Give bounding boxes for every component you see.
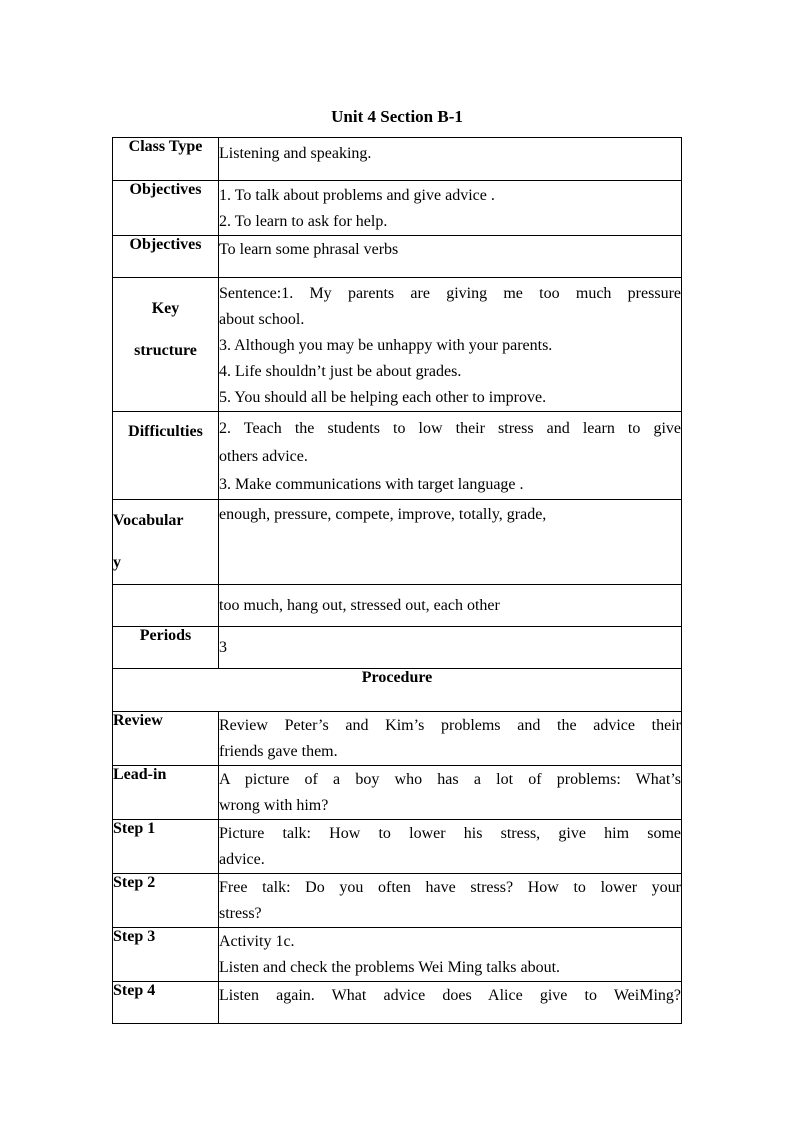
row-key-structure — [113, 278, 682, 412]
step-label-2: Step 2 — [113, 874, 219, 928]
row-step-3 — [113, 928, 682, 982]
row-class-type — [113, 138, 682, 181]
objectives-value-2: To learn some phrasal verbs — [219, 236, 682, 278]
key-structure-line-2: about school. — [219, 311, 305, 328]
row-step-review — [113, 712, 682, 766]
key-structure-line-4: 4. Life shouldn’t just be about grades. — [219, 363, 462, 380]
difficulties-line-1: 2. Teach the students to low their stress and learn to give — [219, 420, 681, 437]
objectives-label-2: Objectives — [113, 236, 219, 278]
periods-value: 3 — [219, 627, 682, 669]
row-difficulties — [113, 412, 682, 500]
row-step-2 — [113, 874, 682, 928]
procedure-heading: Procedure — [113, 669, 682, 712]
key-structure-line-5: 5. You should all be helping each other to improve. — [219, 389, 547, 406]
row-step-lead-in — [113, 766, 682, 820]
class-type-label: Class Type — [113, 138, 219, 181]
row-step-1 — [113, 820, 682, 874]
step-review-line-2: friends gave them. — [219, 743, 338, 760]
vocabulary-value: enough, pressure, compete, improve, totally, grade, — [219, 500, 682, 585]
difficulties-line-3: 3. Make communications with target language . — [219, 476, 524, 493]
row-procedure-heading — [113, 669, 682, 712]
difficulties-line-2: others advice. — [219, 448, 308, 465]
row-step-4 — [113, 982, 682, 1024]
class-type-value: Listening and speaking. — [219, 138, 682, 181]
document-title: Unit 4 Section B-1 — [331, 107, 463, 126]
vocabulary-label — [113, 500, 219, 585]
step-text-4 — [219, 982, 682, 1024]
row-objectives-1 — [113, 181, 682, 236]
vocabulary-label-line-2: y — [113, 554, 121, 571]
step-text-3 — [219, 928, 682, 982]
objectives-value-1 — [219, 181, 682, 236]
step-label-3: Step 3 — [113, 928, 219, 982]
key-structure-value — [219, 278, 682, 412]
key-structure-label-line-1: Key — [151, 300, 180, 317]
key-structure-label — [113, 278, 219, 412]
periods-label: Periods — [113, 627, 219, 669]
step-3-line-1: Activity 1c. — [219, 933, 295, 950]
phrases-value: too much, hang out, stressed out, each other — [219, 585, 682, 627]
difficulties-value — [219, 412, 682, 500]
lesson-plan-table — [112, 137, 682, 1024]
phrases-label — [113, 585, 219, 627]
key-structure-label-line-2: structure — [134, 342, 197, 359]
key-structure-line-1: Sentence:1. My parents are giving me too much pressure — [219, 285, 681, 302]
objectives-label-1: Objectives — [113, 181, 219, 236]
step-3-line-2: Listen and check the problems Wei Ming talks about. — [219, 959, 561, 976]
row-vocabulary — [113, 500, 682, 585]
step-1-line-1: Picture talk: How to lower his stress, give him some — [219, 825, 681, 842]
difficulties-label: Difficulties — [113, 412, 219, 500]
row-periods — [113, 627, 682, 669]
vocabulary-label-line-1: Vocabular — [113, 512, 184, 529]
objectives-line-2: 2. To learn to ask for help. — [219, 213, 388, 230]
step-text-review — [219, 712, 682, 766]
row-phrases — [113, 585, 682, 627]
step-2-line-1: Free talk: Do you often have stress? How to lower your — [219, 879, 681, 896]
step-label-review: Review — [113, 712, 219, 766]
step-review-line-1: Review Peter’s and Kim’s problems and the advice their — [219, 717, 681, 734]
step-lead-in-line-1: A picture of a boy who has a lot of problems: What’s — [219, 771, 681, 788]
step-2-line-2: stress? — [219, 905, 262, 922]
key-structure-line-3: 3. Although you may be unhappy with your parents. — [219, 337, 553, 354]
step-text-2 — [219, 874, 682, 928]
step-label-1: Step 1 — [113, 820, 219, 874]
step-4-line-1: Listen again. What advice does Alice give to WeiMing? — [219, 987, 681, 1004]
step-label-4: Step 4 — [113, 982, 219, 1024]
step-text-lead-in — [219, 766, 682, 820]
step-text-1 — [219, 820, 682, 874]
objectives-line-1: 1. To talk about problems and give advice . — [219, 187, 495, 204]
step-lead-in-line-2: wrong with him? — [219, 797, 329, 814]
step-label-lead-in: Lead-in — [113, 766, 219, 820]
step-1-line-2: advice. — [219, 851, 265, 868]
row-objectives-2 — [113, 236, 682, 278]
